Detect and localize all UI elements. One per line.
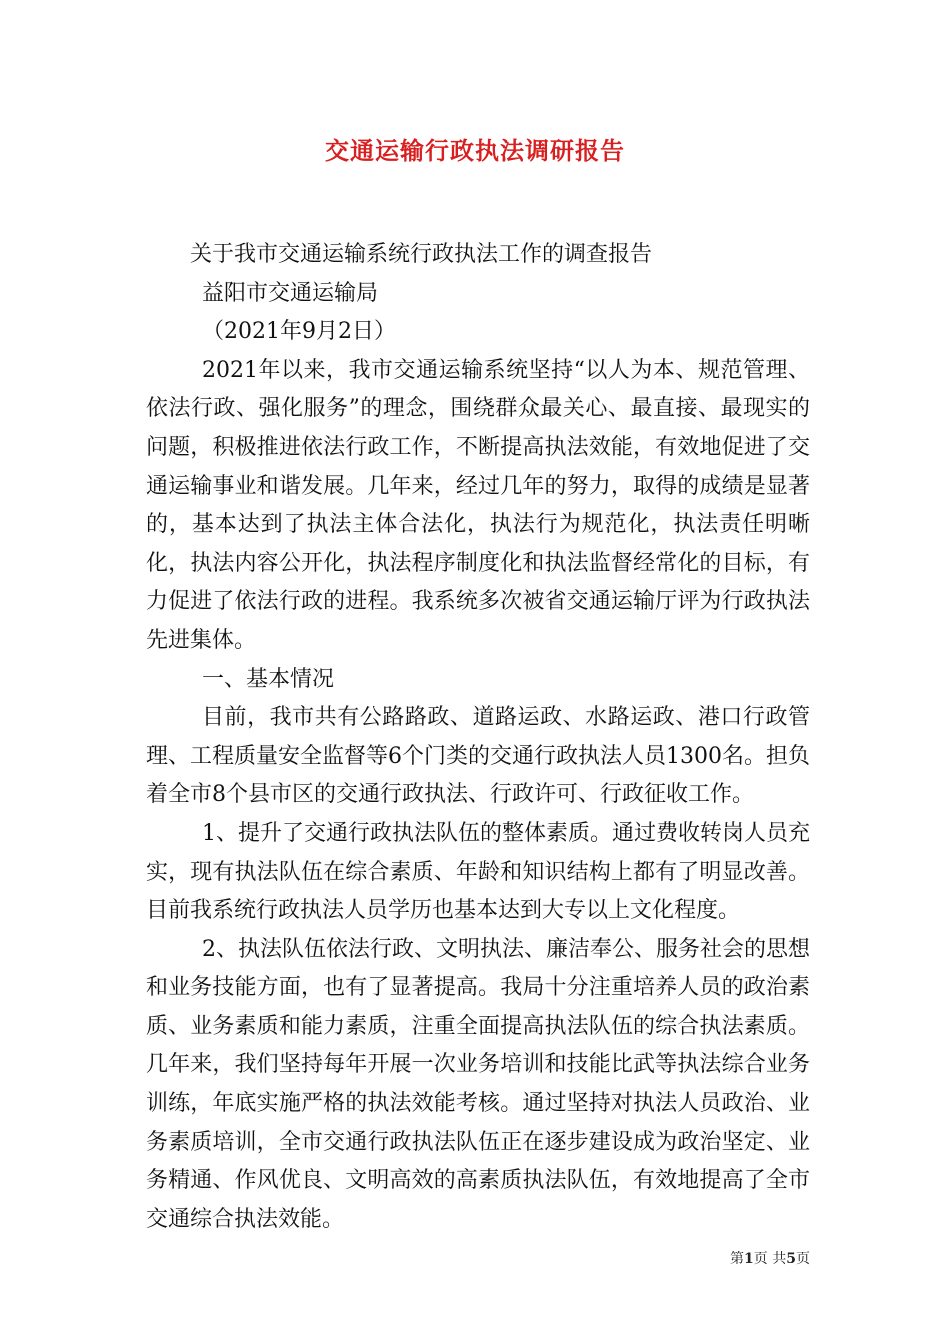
document-body xyxy=(146,236,810,1239)
report-date: （2021年9月2日） xyxy=(202,319,396,345)
page-footer xyxy=(700,1248,810,1268)
section-paragraph: 目前，我市共有公路路政、道路运政、水路运政、港口行政管理、工程质量安全监督等6个门类的交通行政执法人员1300名。担负着全市8个县市区的交通行政执法、行政许可、行政征收工作。 xyxy=(146,705,810,808)
footer-prefix: 第 xyxy=(730,1251,745,1267)
document-title: 交通运输行政执法调研报告 xyxy=(325,136,625,165)
footer-suffix: 页 xyxy=(796,1251,810,1267)
intro-paragraph: 2021年以来，我市交通运输系统坚持“以人为本、规范管理、依法行政、强化服务”的理念，围绕群众最关心、最直接、最现实的问题，积极推进依法行政工作，不断提高执法效能，有效地促进了交通运输事业和谐发展。几年来，经过几年的努力，取得的成绩是显著的，基本达到了执法主体合法化，执法行为规范化，执法责任明晰化，执法内容公开化，执法程序制度化和执法监督经常化的目标，有力促进了依法行政的进程。我系统多次被省交通运输厅评为行政执法先进集体。 xyxy=(146,357,810,653)
report-subtitle: 关于我市交通运输系统行政执法工作的调查报告 xyxy=(190,242,653,267)
section-heading: 一、基本情况 xyxy=(202,666,335,692)
report-author: 益阳市交通运输局 xyxy=(202,280,379,306)
current-page-number: 1 xyxy=(744,1251,754,1267)
list-item-1: 1、提升了交通行政执法队伍的整体素质。通过费收转岗人员充实，现有执法队伍在综合素质、年龄和知识结构上都有了明显改善。目前我系统行政执法人员学历也基本达到大专以上文化程度。 xyxy=(146,820,810,924)
footer-middle: 页 共 xyxy=(753,1251,787,1267)
list-item-2: 2、执法队伍依法行政、文明执法、廉洁奉公、服务社会的思想和业务技能方面，也有了显著提高。我局十分注重培养人员的政治素质、业务素质和能力素质，注重全面提高执法队伍的综合执法素质。几年来，我们坚持每年开展一次业务培训和技能比武等执法综合业务训练，年底实施严格的执法效能考核。通过坚持对执法人员政治、业务素质培训，全市交通行政执法队伍正在逐步建设成为政治坚定、业务精通、作风优良、文明高效的高素质执法队伍，有效地提高了全市交通综合执法效能。 xyxy=(146,936,810,1232)
total-pages-number: 5 xyxy=(786,1251,796,1267)
